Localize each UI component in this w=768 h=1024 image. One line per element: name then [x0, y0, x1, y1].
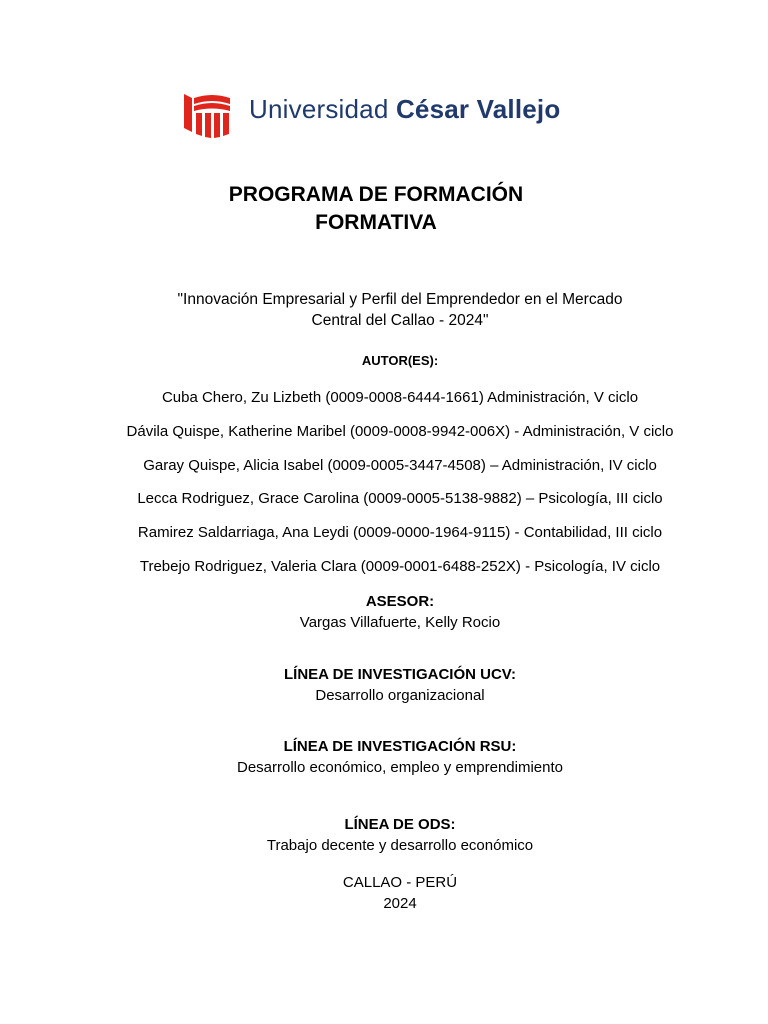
advisor-section: [0, 591, 768, 633]
footer-year: 2024: [383, 895, 417, 912]
author-item: Lecca Rodriguez, Grace Carolina (0009-0005-5138-9882) – Psicología, III ciclo: [137, 490, 663, 507]
university-name-bold: César Vallejo: [395, 94, 561, 124]
rsu-line-heading: LÍNEA DE INVESTIGACIÓN RSU:: [283, 738, 517, 755]
program-title: [0, 181, 752, 237]
ods-line-section: [0, 814, 768, 856]
thesis-title-line2: Central del Callao - 2024": [311, 312, 489, 329]
footer-section: [0, 872, 768, 914]
advisor-name: Vargas Villafuerte, Kelly Rocio: [299, 614, 501, 631]
author-item: Dávila Quispe, Katherine Maribel (0009-0008-9942-006X) - Administración, V ciclo: [126, 423, 674, 440]
ucv-line-section: [0, 664, 768, 706]
university-name: [249, 94, 560, 125]
author-item: Ramirez Saldarriaga, Ana Leydi (0009-0000-1964-9115) - Contabilidad, III ciclo: [137, 524, 663, 541]
ucv-shield-icon: [182, 92, 232, 140]
university-logo: [182, 90, 602, 142]
thesis-title: [0, 289, 768, 331]
author-item: Cuba Chero, Zu Lizbeth (0009-0008-6444-1661) Administración, V ciclo: [161, 389, 639, 406]
advisor-heading: ASESOR:: [365, 593, 435, 610]
ucv-line-heading: LÍNEA DE INVESTIGACIÓN UCV:: [284, 666, 516, 683]
authors-heading: AUTOR(ES):: [361, 353, 439, 368]
ucv-line-value: Desarrollo organizacional: [315, 687, 485, 704]
program-title-line1: PROGRAMA DE FORMACIÓN: [228, 183, 524, 206]
ods-line-value: Trabajo decente y desarrollo económico: [266, 837, 534, 854]
author-item: Garay Quispe, Alicia Isabel (0009-0005-3447-4508) – Administración, IV ciclo: [143, 457, 657, 474]
rsu-line-section: [0, 736, 768, 778]
author-item: Trebejo Rodriguez, Valeria Clara (0009-0001-6488-252X) - Psicología, IV ciclo: [139, 558, 661, 575]
footer-place: CALLAO - PERÚ: [342, 874, 458, 891]
ods-line-heading: LÍNEA DE ODS:: [344, 816, 456, 833]
university-name-regular: Universidad: [249, 94, 389, 124]
program-title-line2: FORMATIVA: [315, 211, 437, 234]
rsu-line-value: Desarrollo económico, empleo y emprendimiento: [237, 759, 563, 776]
thesis-title-line1: "Innovación Empresarial y Perfil del Emprendedor en el Mercado: [177, 291, 623, 308]
